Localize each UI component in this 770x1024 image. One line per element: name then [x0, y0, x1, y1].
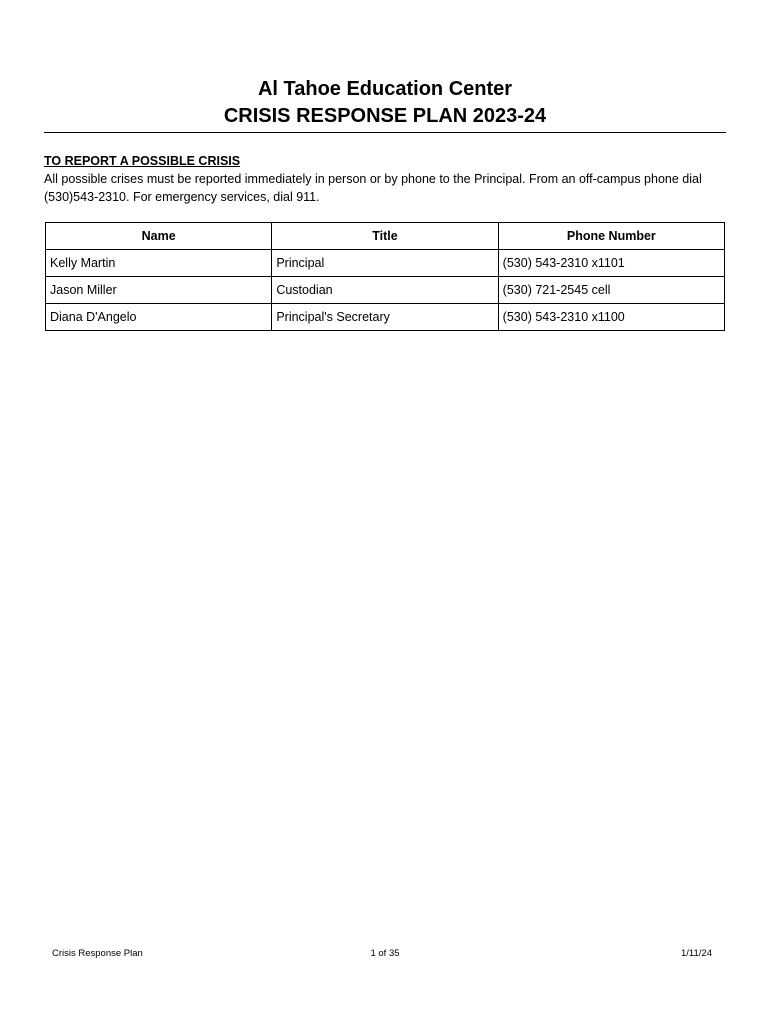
report-crisis-section — [44, 152, 726, 206]
table-row — [46, 250, 725, 277]
footer-date: 1/11/24 — [681, 948, 712, 959]
contacts-table — [45, 222, 725, 331]
document-header — [44, 76, 726, 130]
section-body: All possible crises must be reported immediately in person or by phone to the Principal. From an off-campus phone dial (530)543-2310. For emergency services, dial 911. — [44, 172, 702, 204]
table-row — [46, 304, 725, 331]
footer-document-name: Crisis Response Plan — [52, 948, 143, 959]
footer-page-indicator: 1 of 35 — [370, 948, 400, 959]
plan-title: CRISIS RESPONSE PLAN 2023-24 — [223, 105, 547, 127]
column-header-phone: Phone Number — [498, 223, 724, 250]
section-heading: TO REPORT A POSSIBLE CRISIS — [44, 154, 241, 168]
table-header-row — [46, 223, 725, 250]
cell-phone: (530) 721-2545 cell — [498, 277, 724, 304]
cell-title: Principal — [272, 250, 498, 277]
cell-name: Jason Miller — [46, 277, 272, 304]
cell-title: Principal's Secretary — [272, 304, 498, 331]
cell-phone: (530) 543-2310 x1101 — [498, 250, 724, 277]
header-divider — [44, 132, 726, 133]
school-name: Al Tahoe Education Center — [257, 78, 513, 100]
column-header-title: Title — [272, 223, 498, 250]
cell-name: Diana D'Angelo — [46, 304, 272, 331]
cell-name: Kelly Martin — [46, 250, 272, 277]
cell-title: Custodian — [272, 277, 498, 304]
cell-phone: (530) 543-2310 x1100 — [498, 304, 724, 331]
column-header-name: Name — [46, 223, 272, 250]
table-row — [46, 277, 725, 304]
